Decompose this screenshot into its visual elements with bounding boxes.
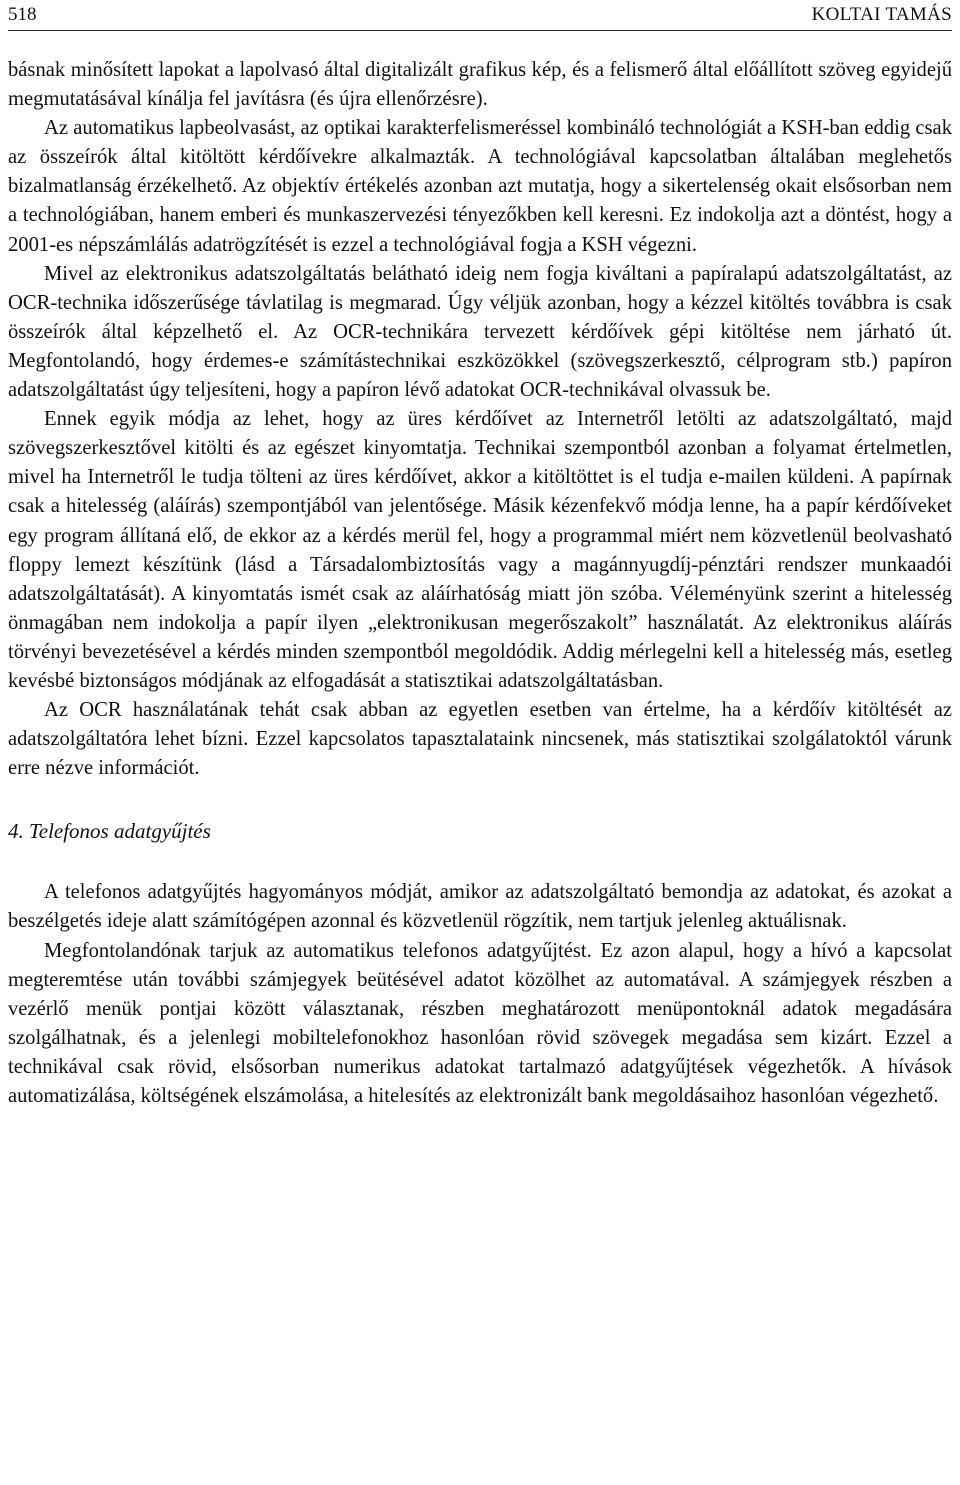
paragraph: Az automatikus lapbeolvasást, az optikai karakterfelismeréssel kombináló technológiát a KSH-ban eddig csak az összeírók által kitöltött kérdőívekre alkalmazták. A technológiával kapcsolatban általában meglehetős bizalmatlanság érzékelhető. Az objektív értékelés azonban azt mutatja, hogy a sikertelenség okait elsősorban nem a technológiában, hanem emberi és munkaszervezési tényezőkben kell keresni. Ez indokolja azt a döntést, hogy a 2001-es népszámlálás adatrögzítését is ezzel a technológiával fogja a KSH végezni. xyxy=(8,117,952,256)
paragraph: Mivel az elektronikus adatszolgáltatás belátható ideig nem fogja kiváltani a papíralapú adatszolgáltatást, az OCR-technika időszerűsége távlatilag is megmarad. Úgy véljük azonban, hogy a kézzel kitöltés továbbra is csak összeírók által képzelhető el. Az OCR-technikára tervezett kérdőívek gépi kitöltése nem járható út. Megfontolandó, hogy érdemes-e számítástechnikai eszközökkel (szövegszerkesztő, célprogram stb.) papíron adatszolgáltatást úgy teljesíteni, hogy a papíron lévő adatokat OCR-technikával olvassuk be. xyxy=(8,262,952,402)
paragraph: Ennek egyik módja az lehet, hogy az üres kérdőívet az Internetről letölti az adatszolgáltató, majd szövegszerkesztővel kitölti és az egészet kinyomtatja. Technikai szempontból azonban a folyamat értelmetlen, mivel ha Internetről le tudja tölteni az üres kérdőívet, akkor a kitöltöttet is el tudja e-mailen küldeni. A papírnak csak a hitelesség (aláírás) szempontjából van jelentősége. Másik kézenfekvő módja lenne, ha a papír kérdőíveket egy program állítaná elő, de ekkor az a kérdés merül fel, hogy a programmal miért nem közvetlenül beolvasható floppy lemezt készítünk (lásd a Társadalombiztosítás vagy a magánnyugdíj-pénztári rendszer munkaadói adatszolgáltatását). A kinyomtatás ismét csak az aláírhatóság miatt jön szóba. Véleményünk szerint a hitelesség önmagában nem indokolja a papír ilyen „elektronikusan megerőszakolt” használatát. Az elektronikus aláírás törvényi bevezetésével a kérdés minden szempontból megoldódik. Addig mérlegelni kell a hitelesség más, esetleg kevésbé biztonságos módjának az elfogadását a statisztikai adatszolgáltatásban. xyxy=(8,408,952,692)
body-text xyxy=(8,56,952,1111)
paragraph: básnak minősített lapokat a lapolvasó által digitalizált grafikus kép, és a felismerő által előállított szöveg egyidejű megmutatásával kínálja fel javításra (és újra ellenőrzésre). xyxy=(8,59,952,111)
page-number: 518 xyxy=(8,4,37,25)
running-head: KOLTAI TAMÁS xyxy=(811,4,952,25)
paragraph: Az OCR használatának tehát csak abban az egyetlen esetben van értelme, ha a kérdőív kitöltését az adatszolgáltatóra lehet bízni. Ezzel kapcsolatos tapasztalataink nincsenek, más statisztikai szolgálatoktól várunk erre nézve információt. xyxy=(8,699,952,780)
paragraph: Megfontolandónak tarjuk az automatikus telefonos adatgyűjtést. Ez azon alapul, hogy a hívó a kapcsolat megteremtése után további számjegyek beütésével adatot közölhet az automatával. A számjegyek részben a vezérlő menük pontjai között választanak, részben meghatározott menüpontoknál adatok megadására szolgálhatnak, és a jelenlegi mobiltelefonokhoz hasonlóan rövid szövegek megadása sem kizárt. Ezzel a technikával csak rövid, elsősorban numerikus adatokat tartalmazó adatgyűjtések végezhetők. A hívások automatizálása, költségének elszámolása, a hitelesítés az elektronizált bank megoldásaihoz hasonlóan végezhető. xyxy=(8,939,952,1107)
section-title: 4. Telefonos adatgyűjtés xyxy=(8,819,211,844)
page-header xyxy=(8,2,952,31)
paragraph: A telefonos adatgyűjtés hagyományos módját, amikor az adatszolgáltató bemondja az adatokat, és azokat a beszélgetés ideje alatt számítógépen azonnal és közvetlenül rögzítik, nem tartjuk jelenleg aktuálisnak. xyxy=(8,881,952,933)
